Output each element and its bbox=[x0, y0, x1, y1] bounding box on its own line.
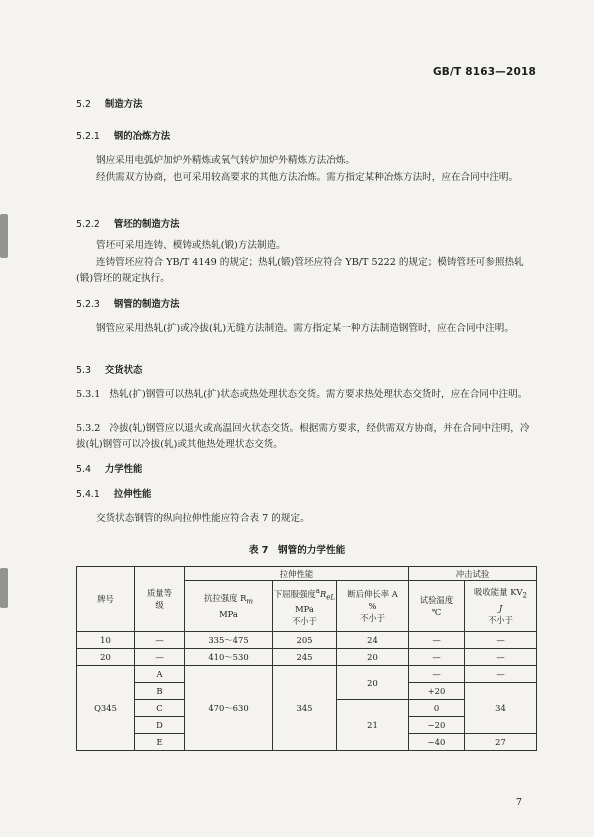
header-elongation-label: 断后伸长率 A bbox=[347, 589, 398, 599]
cell-temp: — bbox=[409, 649, 465, 666]
section-title: 制造方法 bbox=[104, 99, 143, 110]
section-title: 管坯的制造方法 bbox=[113, 219, 180, 230]
cell-quality: — bbox=[135, 632, 185, 649]
table-row bbox=[77, 666, 537, 683]
paragraph: 连铸管坯应符合 YB/T 4149 的规定；热轧(锻)管坯应符合 YB/T 5222 的规定；模铸管坯可参照热轧(锻)管坯的规定执行。 bbox=[76, 257, 524, 284]
heading-5-4-1 bbox=[76, 488, 151, 501]
section-number: 5.3.2 bbox=[76, 423, 101, 434]
cell-temp: — bbox=[409, 632, 465, 649]
header-energy-label: 吸收能量 KV bbox=[474, 587, 523, 598]
heading-5-2-3 bbox=[76, 298, 180, 311]
cell-quality: B bbox=[135, 683, 185, 700]
unit-celsius: ℃ bbox=[431, 607, 442, 617]
table-row bbox=[77, 632, 537, 649]
cell-rm: 410～530 bbox=[185, 649, 273, 666]
paragraph: 钢管应采用热轧(扩)或冷拔(轧)无缝方法制造。需方指定某一种方法制造钢管时，应在合同中注明。 bbox=[96, 323, 514, 334]
cell-temp: +20 bbox=[409, 683, 465, 700]
header-rm bbox=[185, 581, 273, 632]
table-title: 表 7 钢管的力学性能 bbox=[248, 545, 346, 556]
standard-code: GB/T 8163—2018 bbox=[432, 66, 536, 78]
scan-edge-mark bbox=[0, 214, 8, 258]
unit-mpa: MPa bbox=[219, 608, 238, 619]
cell-energy: 34 bbox=[465, 683, 537, 734]
section-number: 5.2.1 bbox=[76, 131, 100, 142]
cell-quality: — bbox=[135, 649, 185, 666]
heading-5-2-1 bbox=[76, 130, 170, 143]
footnote-marker: a bbox=[315, 586, 320, 595]
cell-grade: 10 bbox=[77, 632, 135, 649]
header-elongation bbox=[337, 581, 409, 632]
section-text: 冷拔(轧)钢管应以退火或高温回火状态交货。根据需方要求，经供需双方协商，并在合同中注明，冷拔(轧)钢管可以冷拔(轧)或其他热处理状态交货。 bbox=[76, 423, 530, 450]
paragraph: 钢应采用电弧炉加炉外精炼或氧气转炉加炉外精炼方法冶炼。 bbox=[96, 155, 356, 166]
table-row bbox=[77, 649, 537, 666]
cell-temp: 0 bbox=[409, 700, 465, 717]
cell-energy: — bbox=[465, 666, 537, 683]
cell-grade: Q345 bbox=[77, 666, 135, 751]
cell-elongation: 24 bbox=[337, 632, 409, 649]
section-number: 5.4.1 bbox=[76, 489, 100, 500]
unit-percent: % bbox=[368, 601, 377, 611]
header-quality-text: 质量等级 bbox=[146, 588, 173, 610]
heading-5-3 bbox=[76, 364, 142, 377]
paragraph: 经供需双方协商，也可采用较高要求的其他方法冶炼。需方指定某种冶炼方法时，应在合同中注明。 bbox=[96, 172, 519, 183]
section-title: 力学性能 bbox=[104, 464, 143, 475]
cell-temp: — bbox=[409, 666, 465, 683]
page-number: 7 bbox=[515, 797, 522, 808]
not-less-than: 不小于 bbox=[359, 613, 386, 623]
cell-rel: 205 bbox=[273, 632, 337, 649]
header-impact-group: 冲击试验 bbox=[409, 567, 537, 581]
cell-grade: 20 bbox=[77, 649, 135, 666]
cell-rm: 335～475 bbox=[185, 632, 273, 649]
section-number: 5.4 bbox=[76, 464, 91, 475]
not-less-than: 不小于 bbox=[487, 614, 514, 625]
header-rel bbox=[273, 581, 337, 632]
section-text: 热轧(扩)钢管可以热轧(扩)状态或热处理状态交货。需方要求热处理状态交货时，应在合同中注明。 bbox=[109, 389, 528, 400]
cell-quality: E bbox=[135, 734, 185, 751]
heading-5-4 bbox=[76, 463, 142, 476]
header-tensile-group: 拉伸性能 bbox=[185, 567, 409, 581]
cell-energy: — bbox=[465, 649, 537, 666]
header-absorbed-energy bbox=[465, 581, 537, 632]
section-number: 5.2.3 bbox=[76, 299, 100, 310]
cell-temp: −20 bbox=[409, 717, 465, 734]
cell-temp: −40 bbox=[409, 734, 465, 751]
header-rel-sub: eL bbox=[326, 593, 336, 602]
paragraph-5-3-2 bbox=[76, 421, 534, 453]
heading-5-2 bbox=[76, 98, 142, 111]
paragraph-5-3-1 bbox=[76, 387, 534, 403]
section-title: 交货状态 bbox=[104, 365, 143, 376]
cell-rel: 245 bbox=[273, 649, 337, 666]
header-test-temp-label: 试验温度 bbox=[419, 595, 454, 605]
unit-joule: J bbox=[498, 602, 503, 613]
header-energy-sub: 2 bbox=[522, 591, 527, 600]
section-number: 5.3.1 bbox=[76, 389, 101, 400]
unit-mpa: MPa bbox=[295, 604, 314, 615]
scan-edge-mark bbox=[0, 568, 8, 608]
header-quality bbox=[135, 567, 185, 632]
cell-quality: C bbox=[135, 700, 185, 717]
header-rel-symbol: R bbox=[319, 588, 327, 599]
mechanical-properties-table bbox=[76, 566, 537, 751]
cell-energy: — bbox=[465, 632, 537, 649]
section-number: 5.2 bbox=[76, 99, 91, 110]
cell-quality: A bbox=[135, 666, 185, 683]
section-title: 拉伸性能 bbox=[113, 489, 152, 500]
header-test-temp bbox=[409, 581, 465, 632]
header-rm-sub: m bbox=[246, 597, 254, 606]
header-rm-label: 抗拉强度 R bbox=[203, 593, 247, 604]
heading-5-2-2 bbox=[76, 218, 180, 231]
cell-energy: 27 bbox=[465, 734, 537, 751]
section-number: 5.2.2 bbox=[76, 219, 100, 230]
cell-rm: 470～630 bbox=[185, 666, 273, 751]
cell-quality: D bbox=[135, 717, 185, 734]
section-title: 钢管的制造方法 bbox=[113, 299, 180, 310]
paragraph: 交货状态钢管的纵向拉伸性能应符合表 7 的规定。 bbox=[96, 513, 310, 524]
header-grade: 牌号 bbox=[77, 567, 135, 632]
cell-rel: 345 bbox=[273, 666, 337, 751]
section-title: 钢的冶炼方法 bbox=[113, 131, 171, 142]
cell-elongation: 21 bbox=[337, 700, 409, 751]
not-less-than: 不小于 bbox=[291, 616, 318, 627]
section-number: 5.3 bbox=[76, 365, 91, 376]
paragraph: 管坯可采用连铸、模铸或热轧(锻)方法制造。 bbox=[96, 240, 286, 251]
header-rel-label: 下屈服强度 bbox=[273, 588, 316, 599]
cell-elongation: 20 bbox=[337, 666, 409, 700]
cell-elongation: 20 bbox=[337, 649, 409, 666]
